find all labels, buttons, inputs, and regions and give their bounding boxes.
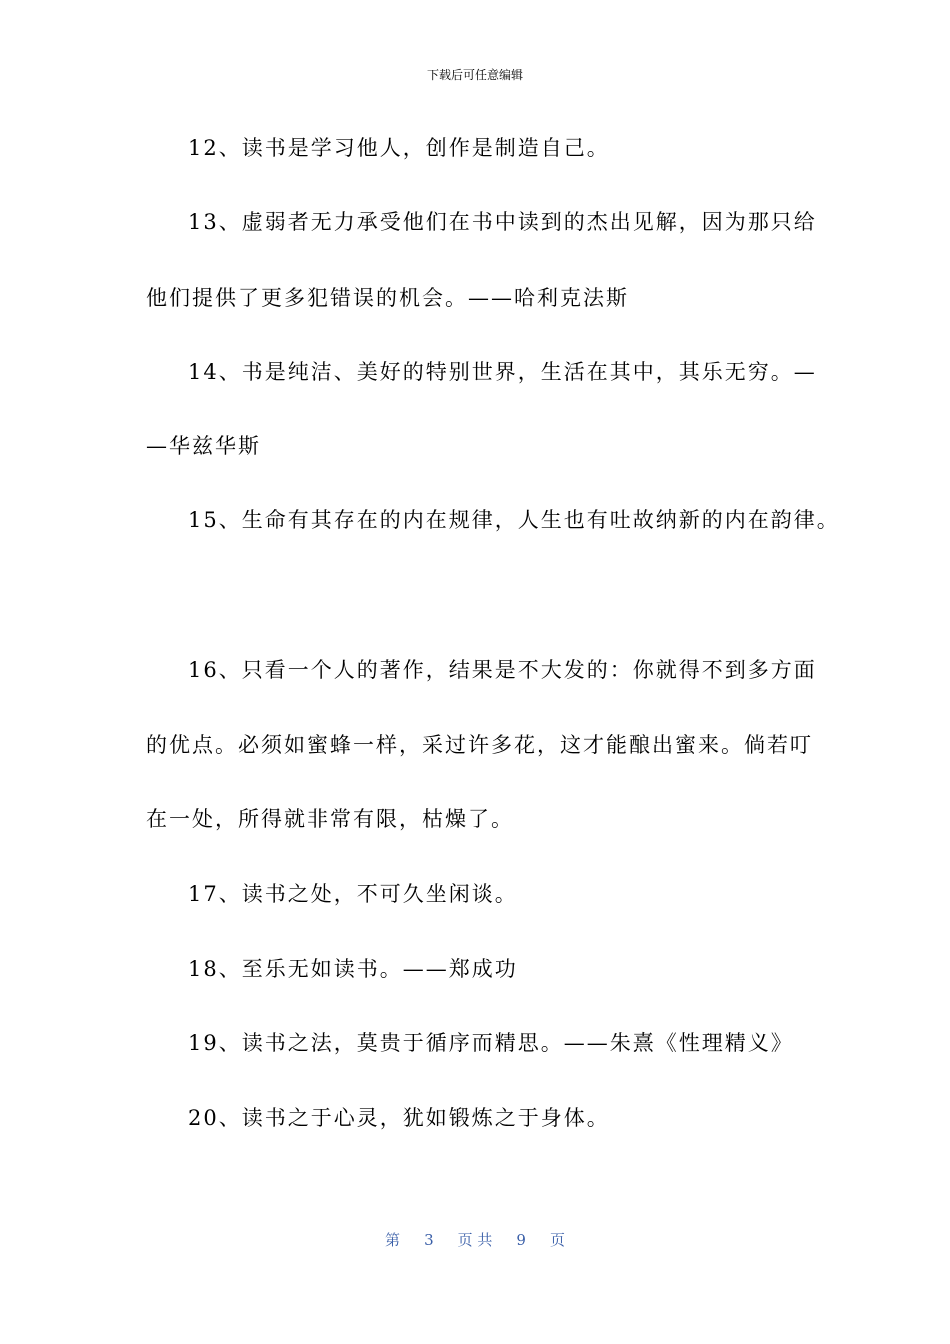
footer-page-number: 3 [424, 1231, 434, 1249]
paragraph-13-line-2: 他们提供了更多犯错误的机会。——哈利克法斯 [146, 286, 629, 310]
footer-total-pages: 9 [516, 1231, 526, 1249]
paragraph-14-line-2: —华兹华斯 [146, 434, 261, 458]
footer-middle: 页 共 [457, 1231, 493, 1249]
footer-suffix: 页 [549, 1231, 565, 1249]
paragraph-13-line-1: 13、虚弱者无力承受他们在书中读到的杰出见解，因为那只给 [188, 210, 817, 234]
paragraph-12-line-1: 12、读书是学习他人，创作是制造自己。 [188, 136, 610, 160]
paragraph-19-line-1: 19、读书之法，莫贵于循序而精思。——朱熹《性理精义》 [188, 1031, 794, 1055]
paragraph-17-line-1: 17、读书之处，不可久坐闲谈。 [188, 882, 518, 906]
paragraph-16-line-3: 在一处，所得就非常有限，枯燥了。 [146, 807, 514, 831]
page-footer [0, 1229, 950, 1250]
paragraph-20-line-1: 20、读书之于心灵，犹如锻炼之于身体。 [188, 1106, 610, 1130]
footer-prefix: 第 [385, 1231, 401, 1249]
paragraph-14-line-1: 14、书是纯洁、美好的特别世界，生活在其中，其乐无穷。— [188, 360, 817, 384]
paragraph-18-line-1: 18、至乐无如读书。——郑成功 [188, 957, 518, 981]
paragraph-16-line-2: 的优点。必须如蜜蜂一样，采过许多花，这才能酿出蜜来。倘若叮 [146, 733, 813, 757]
page-header: 下载后可任意编辑 [426, 68, 523, 82]
paragraph-16-line-1: 16、只看一个人的著作，结果是不大发的：你就得不到多方面 [188, 658, 817, 682]
paragraph-15-line-1: 15、生命有其存在的内在规律，人生也有吐故纳新的内在韵律。 [188, 508, 840, 532]
